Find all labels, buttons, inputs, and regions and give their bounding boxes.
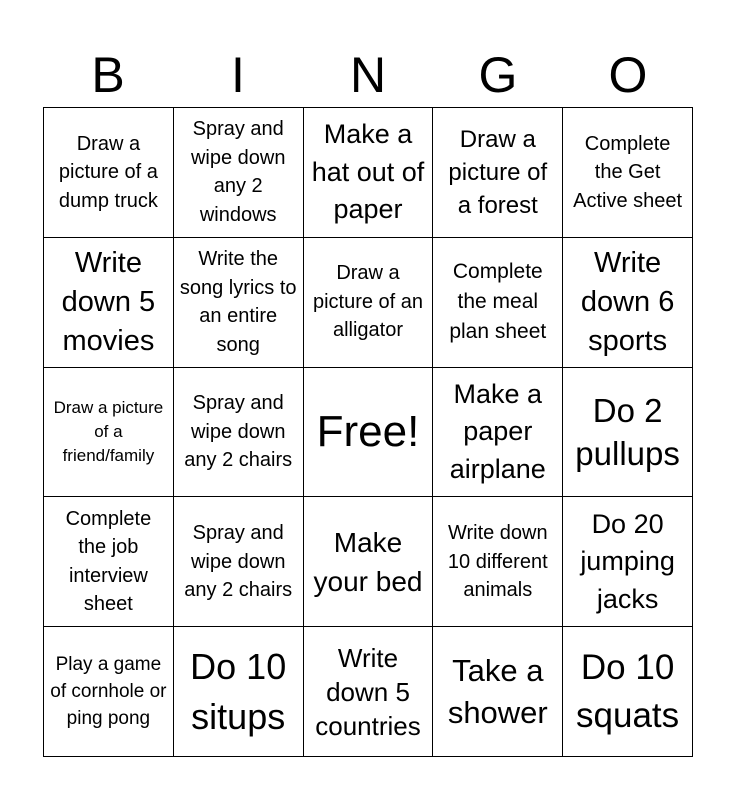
header-letter-o: O: [608, 47, 648, 103]
cell-text: Complete the meal plan sheet: [449, 260, 547, 344]
cell-text: Write down 10 different animals: [447, 522, 548, 602]
cell-text: Spray and wipe down any 2 chairs: [184, 392, 293, 472]
cell-text: Complete the job interview sheet: [65, 507, 152, 616]
bingo-cell[interactable]: [563, 108, 693, 238]
bingo-cell[interactable]: [433, 368, 563, 498]
cell-text: Write the song lyrics to an entire song: [179, 248, 297, 356]
bingo-cell[interactable]: [44, 497, 174, 627]
free-space-text: Free!: [316, 406, 420, 456]
bingo-cell[interactable]: [304, 497, 434, 627]
bingo-header: [43, 44, 693, 106]
bingo-cell[interactable]: [563, 497, 693, 627]
header-letter-b: B: [91, 47, 125, 103]
cell-text: Spray and wipe down any 2 windows: [190, 118, 286, 226]
bingo-cell[interactable]: [563, 368, 693, 498]
cell-text: Draw a picture of a forest: [448, 125, 548, 219]
bingo-cell[interactable]: [44, 108, 174, 238]
header-letter-g: G: [478, 47, 518, 103]
header-letter-i: I: [231, 47, 245, 103]
cell-text: Do 20 jumping jacks: [580, 508, 675, 614]
bingo-cell[interactable]: [304, 238, 434, 368]
cell-text: Write down 5 countries: [315, 642, 421, 741]
free-space-cell[interactable]: [304, 368, 434, 498]
cell-text: Do 2 pullups: [575, 391, 680, 472]
cell-text: Write down 6 sports: [580, 246, 675, 357]
cell-text: Do 10 situps: [190, 645, 287, 737]
bingo-cell[interactable]: [174, 368, 304, 498]
cell-text: Make your bed: [313, 526, 423, 597]
bingo-cell[interactable]: [433, 627, 563, 757]
cell-text: Draw a picture of an alligator: [312, 262, 424, 342]
bingo-cell[interactable]: [44, 368, 174, 498]
bingo-cell[interactable]: [433, 238, 563, 368]
cell-text: Do 10 squats: [576, 647, 680, 735]
cell-text: Write down 5 movies: [61, 246, 156, 357]
bingo-cell[interactable]: [174, 497, 304, 627]
bingo-cell[interactable]: [44, 627, 174, 757]
bingo-grid: [43, 107, 693, 757]
cell-text: Play a game of cornhole or ping pong: [50, 654, 167, 730]
bingo-cell[interactable]: [563, 627, 693, 757]
cell-text: Draw a picture of a friend/family: [53, 397, 164, 465]
cell-text: Draw a picture of a dump truck: [58, 132, 158, 212]
bingo-cell[interactable]: [174, 627, 304, 757]
cell-text: Spray and wipe down any 2 chairs: [184, 522, 293, 602]
bingo-cell[interactable]: [433, 497, 563, 627]
cell-text: Complete the Get Active sheet: [573, 132, 683, 212]
cell-text: Take a shower: [447, 652, 548, 730]
cell-text: Make a paper airplane: [449, 378, 546, 484]
bingo-cell[interactable]: [563, 238, 693, 368]
cell-text: Make a hat out of paper: [311, 119, 425, 225]
bingo-cell[interactable]: [304, 108, 434, 238]
header-letter-n: N: [349, 47, 387, 103]
bingo-cell[interactable]: [44, 238, 174, 368]
bingo-cell[interactable]: [433, 108, 563, 238]
bingo-cell[interactable]: [174, 108, 304, 238]
bingo-cell[interactable]: [304, 627, 434, 757]
bingo-cell[interactable]: [174, 238, 304, 368]
